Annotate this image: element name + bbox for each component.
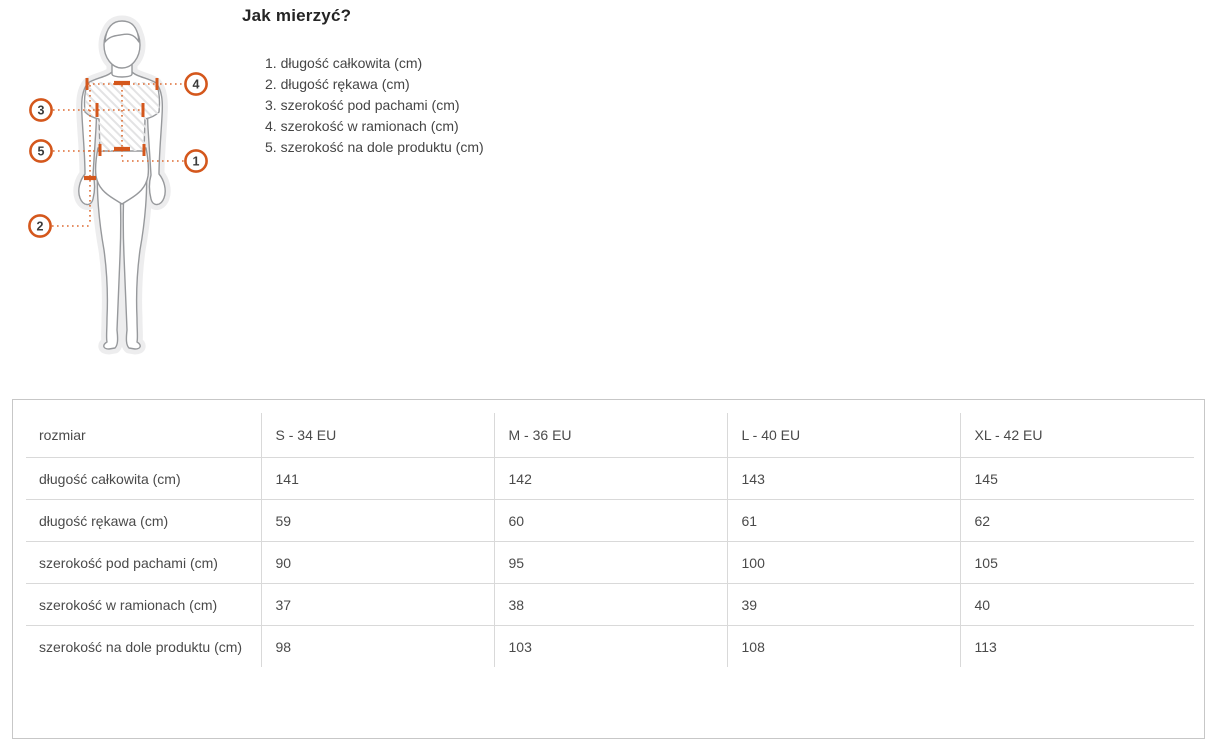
size-column-header: M - 36 EU	[494, 413, 727, 458]
size-value-cell: 103	[494, 626, 727, 668]
size-value-cell: 60	[494, 500, 727, 542]
size-column-header: XL - 42 EU	[960, 413, 1194, 458]
marker-1-icon	[185, 150, 206, 171]
svg-text:1: 1	[192, 154, 200, 169]
size-table-container	[12, 399, 1205, 739]
measure-list-item: 1. długość całkowita (cm)	[265, 55, 423, 71]
svg-text:3: 3	[37, 103, 45, 118]
measure-list-item: 5. szerokość na dole produktu (cm)	[265, 139, 484, 155]
size-value-cell: 100	[727, 542, 960, 584]
row-label: szerokość pod pachami (cm)	[39, 554, 218, 571]
size-value-cell: 39	[727, 584, 960, 626]
size-value-cell: 105	[960, 542, 1194, 584]
size-value-cell: 145	[960, 458, 1194, 500]
size-value-cell: 37	[261, 584, 494, 626]
size-value-cell: 40	[960, 584, 1194, 626]
row-label: długość całkowita (cm)	[39, 470, 181, 487]
size-value-cell: 108	[727, 626, 960, 668]
measure-instructions-list	[242, 53, 802, 158]
size-value-cell: 62	[960, 500, 1194, 542]
size-table-header-row	[26, 413, 1194, 458]
size-column-header: L - 40 EU	[727, 413, 960, 458]
size-value-cell: 95	[494, 542, 727, 584]
marker-3-icon	[30, 99, 51, 120]
body-measurement-diagram-icon	[0, 0, 245, 362]
marker-5-icon	[30, 140, 51, 161]
size-value-cell: 38	[494, 584, 727, 626]
table-row	[26, 626, 1194, 668]
measure-list-item: 4. szerokość w ramionach (cm)	[265, 118, 459, 134]
size-table-corner-header: rozmiar	[39, 427, 86, 443]
table-row	[26, 542, 1194, 584]
size-value-cell: 143	[727, 458, 960, 500]
size-value-cell: 59	[261, 500, 494, 542]
svg-text:2: 2	[36, 219, 44, 234]
marker-2-icon	[29, 215, 50, 236]
size-value-cell: 90	[261, 542, 494, 584]
row-label: długość rękawa (cm)	[39, 512, 169, 529]
marker-4-icon	[185, 73, 206, 94]
size-value-cell: 61	[727, 500, 960, 542]
row-label: szerokość na dole produktu (cm)	[39, 638, 243, 655]
size-table	[26, 413, 1194, 667]
size-value-cell: 98	[261, 626, 494, 668]
measure-list-item: 3. szerokość pod pachami (cm)	[265, 97, 460, 113]
svg-text:5: 5	[37, 144, 45, 159]
size-value-cell: 142	[494, 458, 727, 500]
size-column-header: S - 34 EU	[261, 413, 494, 458]
svg-text:4: 4	[192, 77, 200, 92]
size-value-cell: 141	[261, 458, 494, 500]
size-value-cell: 113	[960, 626, 1194, 668]
measure-list-item: 2. długość rękawa (cm)	[265, 76, 410, 92]
how-to-measure-section	[242, 6, 802, 158]
table-row	[26, 500, 1194, 542]
how-to-measure-title: Jak mierzyć?	[242, 6, 352, 25]
table-row	[26, 584, 1194, 626]
table-row	[26, 458, 1194, 500]
row-label: szerokość w ramionach (cm)	[39, 596, 218, 613]
measurement-figure	[0, 0, 245, 362]
